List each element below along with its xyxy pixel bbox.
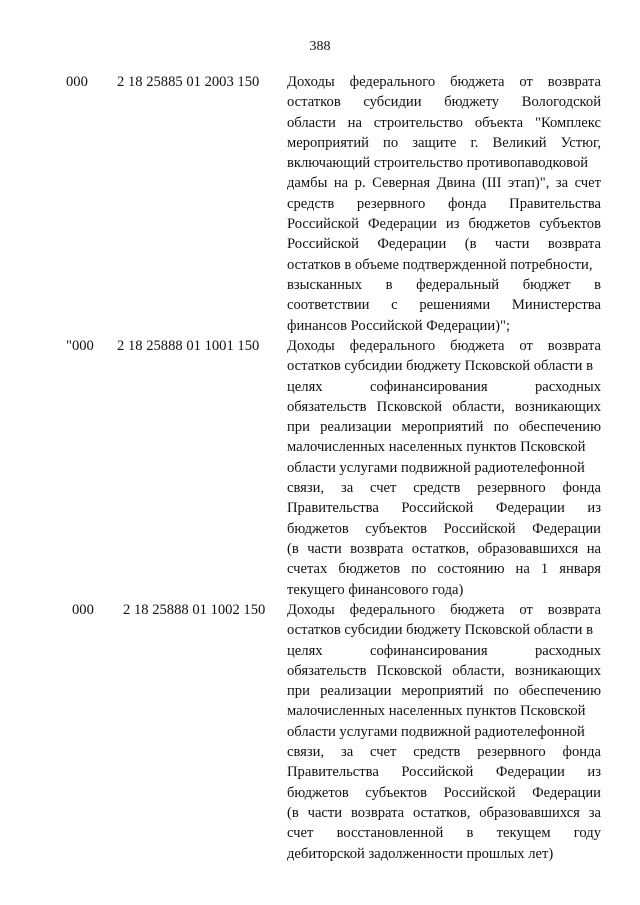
budget-code-table — [0, 72, 640, 864]
description-line: дебиторской задолженности прошлых лет) — [287, 845, 554, 862]
description-line: соответствии с решениями Министерства — [287, 297, 601, 314]
description-line: связи, за счет средств резервного фонда — [287, 480, 601, 497]
admin-code: 000 — [66, 74, 88, 90]
page-number: 388 — [309, 39, 331, 54]
admin-code: "000 — [66, 338, 94, 354]
description-line: обязательств Псковской области, возникающих — [287, 662, 601, 679]
description-line: при реализации мероприятий по обеспечению — [287, 683, 601, 700]
description-line: Доходы федерального бюджета от возврата — [287, 338, 601, 354]
description-line: малочисленных населенных пунктов Псковской — [287, 703, 586, 720]
entry-description — [287, 336, 601, 600]
entry-description — [287, 600, 601, 864]
description-line: включающий строительство противопаводковой — [287, 155, 589, 172]
description-line: связи, за счет средств резервного фонда — [287, 744, 601, 761]
description-line: Доходы федерального бюджета от возврата — [287, 602, 601, 618]
description-line: при реализации мероприятий по обеспечению — [287, 419, 601, 436]
description-line: области услугами подвижной радиотелефонной — [287, 459, 585, 476]
description-line: мероприятий по защите г. Великий Устюг, — [287, 134, 601, 151]
description-line: (в части возврата остатков, образовавшихся за — [287, 804, 601, 821]
description-line: дамбы на р. Северная Двина (III этап)", за счет — [287, 175, 601, 192]
description-line: остатков субсидии бюджету Вологодской — [287, 94, 601, 111]
table-row — [0, 72, 640, 336]
description-line: Правительства Российской Федерации из — [287, 764, 601, 781]
kbk-code: 2 18 25888 01 1002 150 — [123, 602, 266, 618]
description-line: взысканных в федеральный бюджет в — [287, 276, 601, 293]
kbk-code: 2 18 25888 01 1001 150 — [117, 338, 260, 354]
description-line: текущего финансового года) — [287, 581, 464, 598]
description-line: Правительства Российской Федерации из — [287, 500, 601, 517]
description-line: остатков в объеме подтвержденной потребности, — [287, 256, 593, 273]
table-row — [0, 600, 640, 864]
description-line: области на строительство объекта "Комплекс — [287, 114, 601, 131]
description-line: целях софинансирования расходных — [287, 642, 601, 659]
description-line: счет восстановленной в текущем году — [287, 825, 601, 842]
description-line: бюджетов субъектов Российской Федерации — [287, 520, 601, 537]
description-line: счетах бюджетов по состоянию на 1 января — [287, 561, 601, 578]
description-line: обязательств Псковской области, возникающих — [287, 398, 601, 415]
description-line: целях софинансирования расходных — [287, 378, 601, 395]
description-line: средств резервного фонда Правительства — [287, 195, 601, 212]
description-line: финансов Российской Федерации)"; — [287, 317, 511, 334]
kbk-code: 2 18 25885 01 2003 150 — [117, 74, 260, 90]
description-line: остатков субсидии бюджету Псковской области в — [287, 622, 594, 639]
table-row — [0, 336, 640, 600]
description-line: Российской Федерации (в части возврата — [287, 236, 601, 253]
description-line: (в части возврата остатков, образовавшихся на — [287, 540, 601, 557]
entry-description — [287, 72, 601, 336]
description-line: бюджетов субъектов Российской Федерации — [287, 784, 601, 801]
description-line: области услугами подвижной радиотелефонной — [287, 723, 585, 740]
description-line: малочисленных населенных пунктов Псковской — [287, 439, 586, 456]
description-line: остатков субсидии бюджету Псковской области в — [287, 358, 594, 375]
admin-code: 000 — [72, 602, 94, 618]
description-line: Доходы федерального бюджета от возврата — [287, 74, 601, 90]
description-line: Российской Федерации из бюджетов субъектов — [287, 216, 601, 233]
